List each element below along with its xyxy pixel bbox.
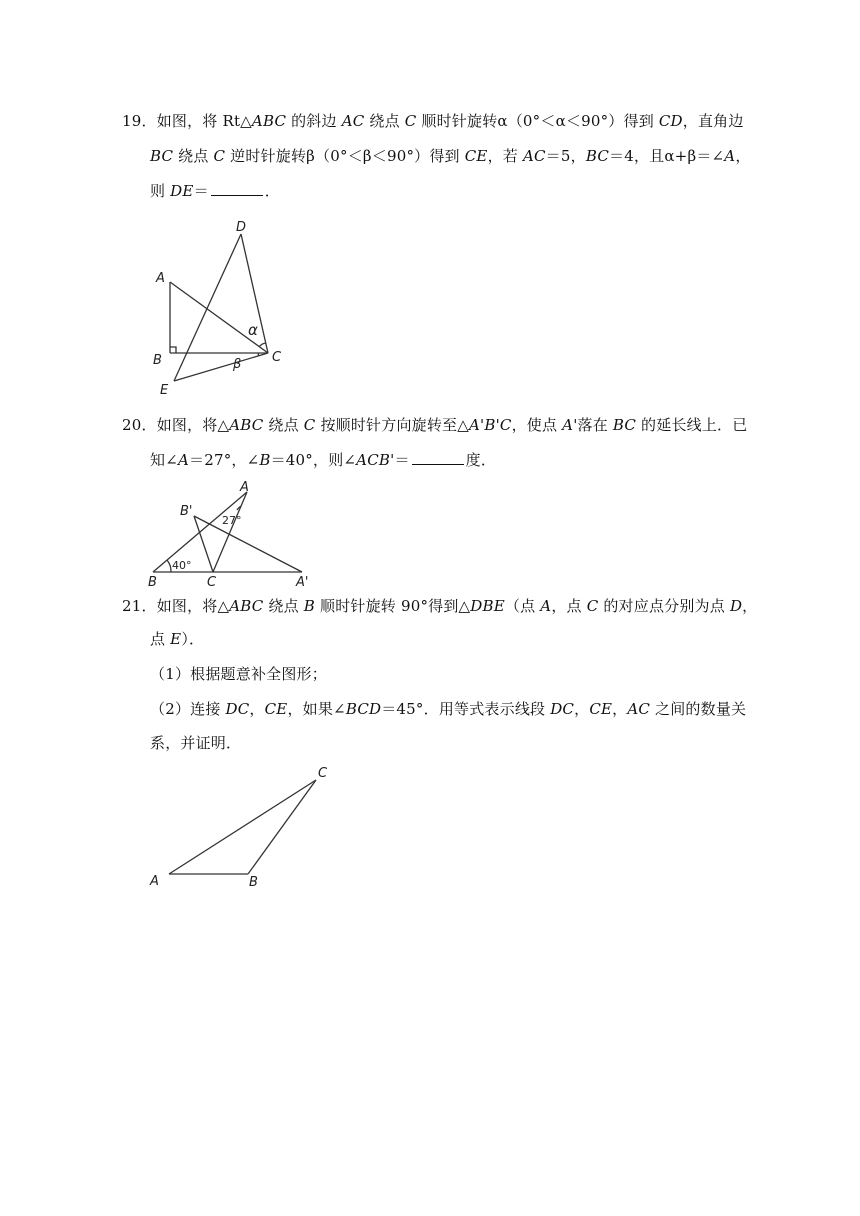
var: A [540,597,552,615]
text: 按顺时针方向旋转至△ [315,416,469,434]
var: A [177,451,190,469]
var: ABC [251,112,287,130]
text: 如图，将△ [156,597,230,615]
label-beta: β [233,357,242,372]
segment-bc [248,780,316,874]
text: 知∠ [150,451,178,469]
var: A' [562,416,578,434]
label-angle-40: 40° [172,559,192,572]
var: CE [464,147,488,165]
text: 的对应点分别为点 [598,597,730,615]
text: 顺时针旋转α（0°＜α＜90°）得到 [416,112,659,130]
q19-number: 19． [122,112,157,130]
text: 绕点 [263,597,304,615]
text: ＝ [394,451,410,469]
q21-part-2-cont: 系，并证明． [150,734,242,752]
text: ， [735,147,751,165]
var: ABC [229,416,264,434]
text: ＝40°，则∠ [270,451,357,469]
text: ， [574,700,590,718]
text: 的斜边 [286,112,342,130]
text: 如图，将△ [156,416,230,434]
text: ＝4，且α+β＝∠ [609,147,725,165]
text: ，直角边 [682,112,744,130]
text: ＝5， [545,147,586,165]
q21-number: 21． [122,597,157,615]
text: ， [742,597,758,615]
q21-part-1: （1）根据题意补全图形； [150,665,327,683]
var: A'B'C [469,416,512,434]
text: ，如果∠ [287,700,346,718]
label-c: C [318,766,328,781]
label-alpha: α [248,321,258,339]
text: 的延长线上．已 [636,416,748,434]
label-a: A [240,480,249,495]
var: B [259,451,271,469]
text: ，点 [551,597,587,615]
text: ， [249,700,265,718]
label-a: A [150,874,159,889]
var: BCD [345,700,382,718]
text: 绕点 [263,416,304,434]
text: ，若 [487,147,523,165]
text: 则 [150,182,171,200]
text: 绕点 [173,147,214,165]
label-b: B [153,353,162,368]
label-a: A [156,271,165,286]
var: DE [170,182,194,200]
text: 绕点 [364,112,405,130]
label-b: B [148,575,157,590]
text: 逆时针旋转β（0°＜β＜90°）得到 [225,147,465,165]
var: BC [612,416,637,434]
text: ， [612,700,628,718]
text: ）． [181,630,205,648]
label-angle-27: 27° [222,514,242,527]
label-c: C [207,575,217,590]
var: CD [658,112,683,130]
label-d: D [236,220,247,235]
label-e: E [160,383,169,398]
var: DC [550,700,575,718]
var: B [303,597,316,615]
text: （2）连接 [150,700,226,718]
var: DC [225,700,250,718]
text: 落在 [577,416,613,434]
text: ＝45°．用等式表示线段 [381,700,551,718]
var: A [724,147,736,165]
var: BC [150,147,174,165]
var: D [729,597,743,615]
var: CE [264,700,288,718]
var: DBE [470,597,505,615]
label-b: B [249,875,258,890]
text: ． [264,182,280,200]
text: 之间的数量关 [650,700,747,718]
label-b-prime: B' [180,504,193,519]
var: CE [589,700,613,718]
text: 如图，将 Rt△ [156,112,252,130]
text: 度． [465,451,497,469]
text: 顺时针旋转 90°得到△ [315,597,471,615]
q20-number: 20． [122,416,157,434]
text: ，使点 [511,416,563,434]
var: E [170,630,182,648]
var: C [303,416,316,434]
var: C [586,597,599,615]
var: AC [522,147,546,165]
var: C [213,147,226,165]
text: 点 [150,630,171,648]
label-c: C [272,350,282,365]
text: ＝ [193,182,209,200]
var: AC [627,700,651,718]
text: （点 [504,597,541,615]
text: ＝27°，∠ [189,451,260,469]
var: BC [585,147,609,165]
var: AC [341,112,365,130]
segment-ac [169,780,316,874]
var: ACB' [356,451,395,469]
var: C [404,112,417,130]
label-a-prime: A' [296,575,309,590]
var: ABC [229,597,264,615]
